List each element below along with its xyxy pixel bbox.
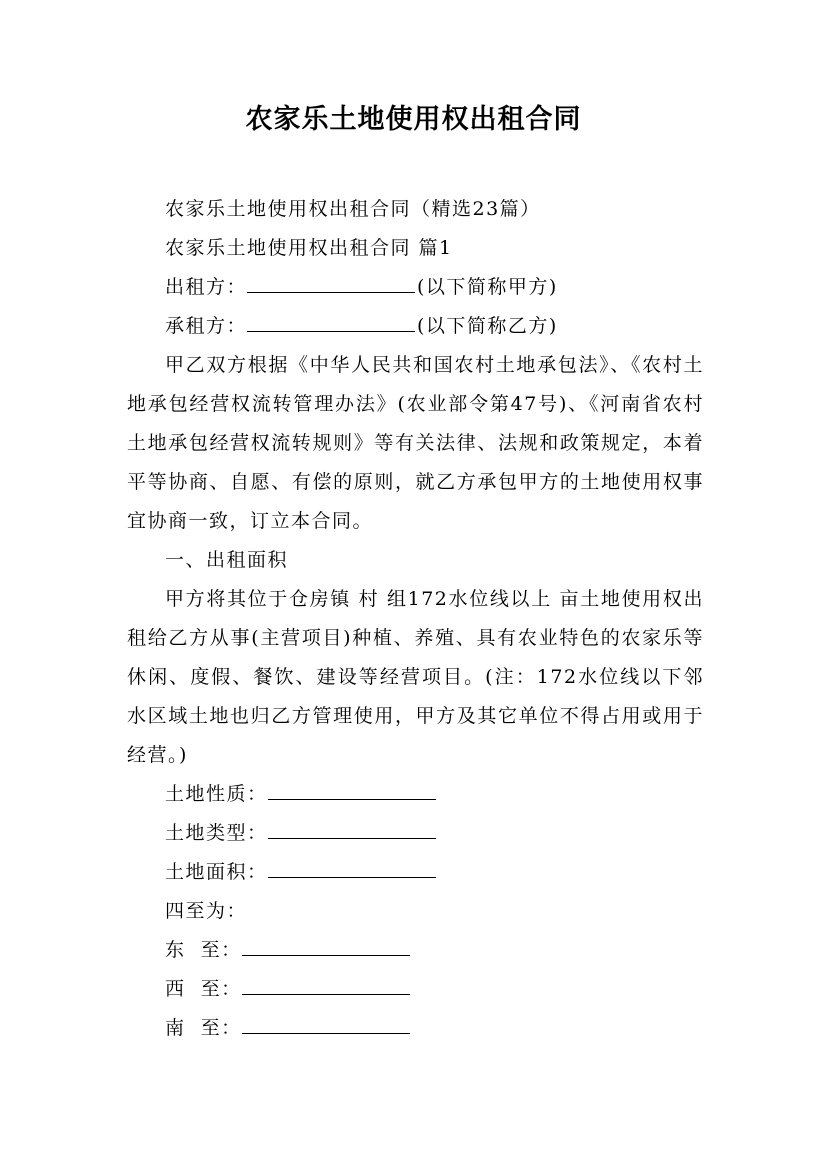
preamble-paragraph: 甲乙双方根据《中华人民共和国农村土地承包法》、《农村土地承包经营权流转管理办法》(农业部令第47号)、《河南省农村土地承包经营权流转规则》等有关法律、法规和政策规定，本着平等协商、自愿、有偿的原则，就乙方承包甲方的土地使用权事宜协商一致，订立本合同。 (127, 354, 704, 532)
south-boundary-label: 南 至： (165, 1017, 242, 1039)
land-nature-blank (268, 779, 436, 800)
lessee-label: 承租方： (165, 315, 248, 337)
lessee-suffix: (以下简称乙方) (417, 315, 558, 337)
land-area-line (127, 853, 704, 892)
east-boundary-label: 东 至： (165, 939, 242, 961)
south-boundary-line (127, 1009, 704, 1048)
land-type-line (127, 814, 704, 853)
lessee-line (127, 307, 704, 346)
clause1-heading: 一、出租面积 (165, 549, 289, 571)
land-area-label: 土地面积： (165, 861, 268, 883)
land-nature-label: 土地性质： (165, 783, 268, 805)
document-body (127, 190, 704, 1048)
land-nature-line (127, 775, 704, 814)
lessee-blank (247, 311, 415, 332)
lessor-blank (247, 272, 415, 293)
land-type-blank (268, 818, 436, 839)
east-boundary-line (127, 931, 704, 970)
east-boundary-blank (242, 935, 410, 956)
section-heading: 农家乐土地使用权出租合同 篇1 (165, 237, 453, 259)
boundaries-heading: 四至为： (165, 900, 248, 922)
clause1-paragraph: 甲方将其位于仓房镇 村 组172水位线以上 亩土地使用权出租给乙方从事(主营项目)种植、养殖、具有农业特色的农家乐等休闲、度假、餐饮、建设等经营项目。(注：172水位线以下邻水区域土地也归乙方管理使用，甲方及其它单位不得占用或用于经营。) (127, 588, 704, 766)
land-area-blank (268, 857, 436, 878)
lessor-label: 出租方： (165, 276, 248, 298)
document-title: 农家乐土地使用权出租合同 (245, 104, 582, 135)
lessor-suffix: (以下简称甲方) (417, 276, 558, 298)
document-subtitle: 农家乐土地使用权出租合同（精选23篇） (165, 198, 541, 220)
west-boundary-blank (242, 974, 410, 995)
south-boundary-blank (242, 1013, 410, 1034)
land-type-label: 土地类型： (165, 822, 268, 844)
lessor-line (127, 268, 704, 307)
west-boundary-label: 西 至： (165, 978, 242, 1000)
west-boundary-line (127, 970, 704, 1009)
